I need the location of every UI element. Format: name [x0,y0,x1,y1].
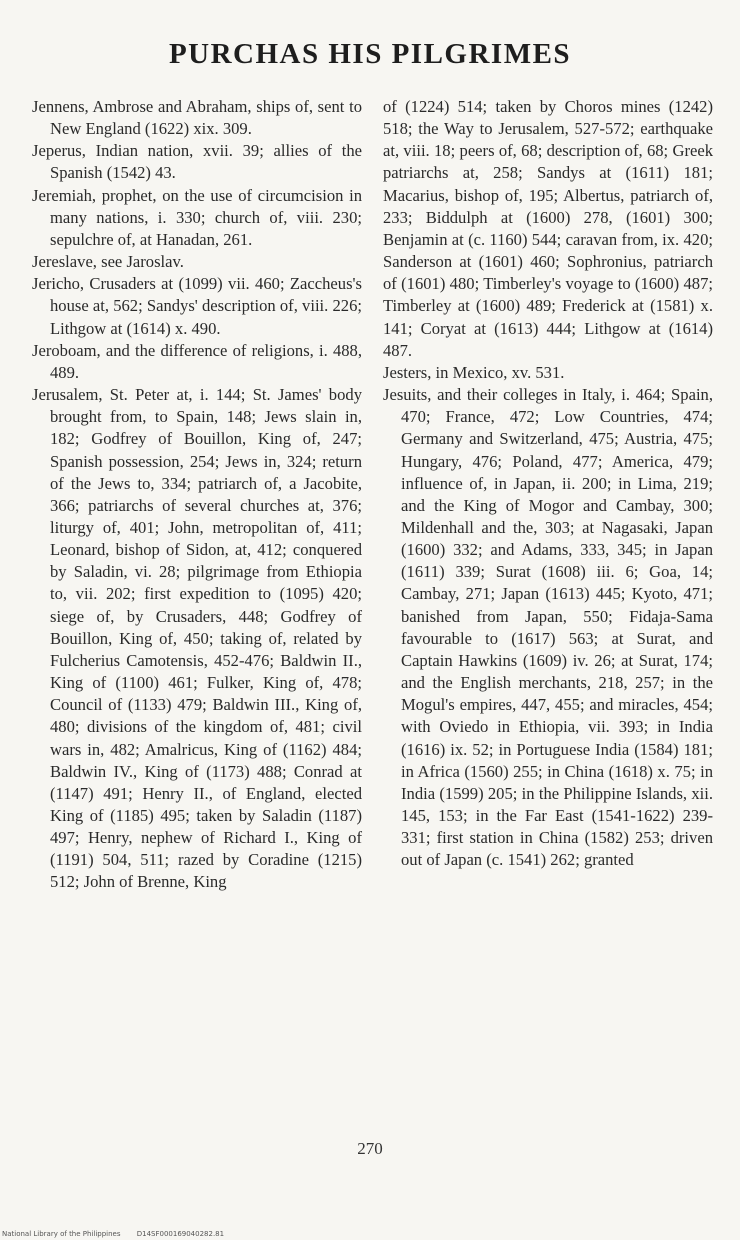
index-column-left [32,96,362,894]
index-entry-jericho: Jericho, Crusaders at (1099) vii. 460; Zaccheus's house at, 562; Sandys' description of, viii. 226; Lithgow at (1614) x. 490. [32,274,362,338]
page-title: PURCHAS HIS PILGRIMES [168,38,572,70]
index-column-right [383,96,713,871]
index-entry-jerusalem-continued: of (1224) 514; taken by Choros mines (1242) 518; the Way to Jerusalem, 527-572; earthquake at, viii. 18; peers of, 68; description of, 68; Greek patriarchs at, 258; Sandys at (1611) 181; Macarius, bishop of, 195; Albertus, patriarch of, 233; Biddulph at (1600) 278, (1601) 300; Benjamin at (c. 1160) 544; caravan from, ix. 420; Sanderson at (1601) 460; Sophronius, patriarch of (1601) 480; Timberley's voyage to (1600) 487; Timberley at (1600) 489; Frederick at (1581) x. 141; Coryat at (1613) 444; Lithgow at (1614) 487. [383,97,713,360]
index-entry-jeperus: Jeperus, Indian nation, xvii. 39; allies of the Spanish (1542) 43. [32,141,362,183]
index-entry-jesters: Jesters, in Mexico, xv. 531. [383,362,565,382]
index-entry-jeroboam: Jeroboam, and the difference of religions, i. 488, 489. [32,340,362,382]
scan-code: D14SF000169040282.81 [136,1230,225,1238]
index-entry-jeremiah: Jeremiah, prophet, on the use of circumcision in many nations, i. 330; church of, viii. 230; sepulchre of, at Hanadan, 261. [32,185,362,249]
index-entry-jereslave: Jereslave, see Jaroslav. [32,252,184,272]
index-entry-jennens: Jennens, Ambrose and Abraham, ships of, sent to New England (1622) xix. 309. [32,97,362,139]
index-entry-jerusalem: Jerusalem, St. Peter at, i. 144; St. James' body brought from, to Spain, 148; Jews slain in, 182; Godfrey of Bouillon, King of, 247; Spanish possession, 254; Jews in, 324; return of the Jews to, 334; patriarch of, a Jacobite, 366; patriarchs of several churches at, 376; liturgy of, 401; John, metropolitan of, 411; Leonard, bishop of Sidon, at, 412; conquered by Saladin, vi. 28; pilgrimage from Ethiopia to, vii. 202; first expedition to (1095) 420; siege of, by Crusaders, 448; Godfrey of Bouillon, King of, 450; taking of, related by Fulcherius Camotensis, 452-476; Baldwin II., King of (1100) 461; Fulker, King of, 478; Council of (1133) 479; Baldwin III., King of, 480; divisions of the kingdom of, 481; civil wars in, 482; Amalricus, King of (1162) 484; Baldwin IV., King of (1173) 488; Conrad at (1147) 491; Henry II., of England, elected King of (1185) 495; taken by Saladin (1187) 497; Henry, nephew of Richard I., King of (1191) 504, 511; razed by Coradine (1215) 512; John of Brenne, King [32,385,362,892]
scan-footer [2,1230,238,1238]
library-name: National Library of the Philippines [2,1230,121,1238]
page-number: 270 [357,1139,383,1158]
index-entry-jesuits: Jesuits, and their colleges in Italy, i. 464; Spain, 470; France, 472; Low Countries, 474; Germany and Switzerland, 475; Austria, 475; Hungary, 476; Poland, 477; America, 479; influence of, in Japan, ii. 200; in Lima, 219; and the King of Mogor and Cambay, 300; Mildenhall and the, 303; at Nagasaki, Japan (1600) 332; and Adams, 333, 345; in Japan (1611) 339; Surat (1608) iii. 6; Goa, 14; Cambay, 271; Japan (1613) 445; Kyoto, 471; banished from Japan, 550; Fidaja-Sama favourable to (1617) 563; at Surat, and Captain Hawkins (1609) iv. 26; at Surat, 174; and the English merchants, 218, 257; in the Mogul's empires, 447, 455; and miracles, 454; with Oviedo in Ethiopia, vii. 393; in India (1616) ix. 52; in Portuguese India (1584) 181; in Africa (1560) 255; in China (1618) x. 75; in India (1599) 205; in the Philippine Islands, xii. 145, 153; in the Far East (1541-1622) 239-331; first station in China (1582) 253; driven out of Japan (c. 1541) 262; granted [383,385,713,870]
